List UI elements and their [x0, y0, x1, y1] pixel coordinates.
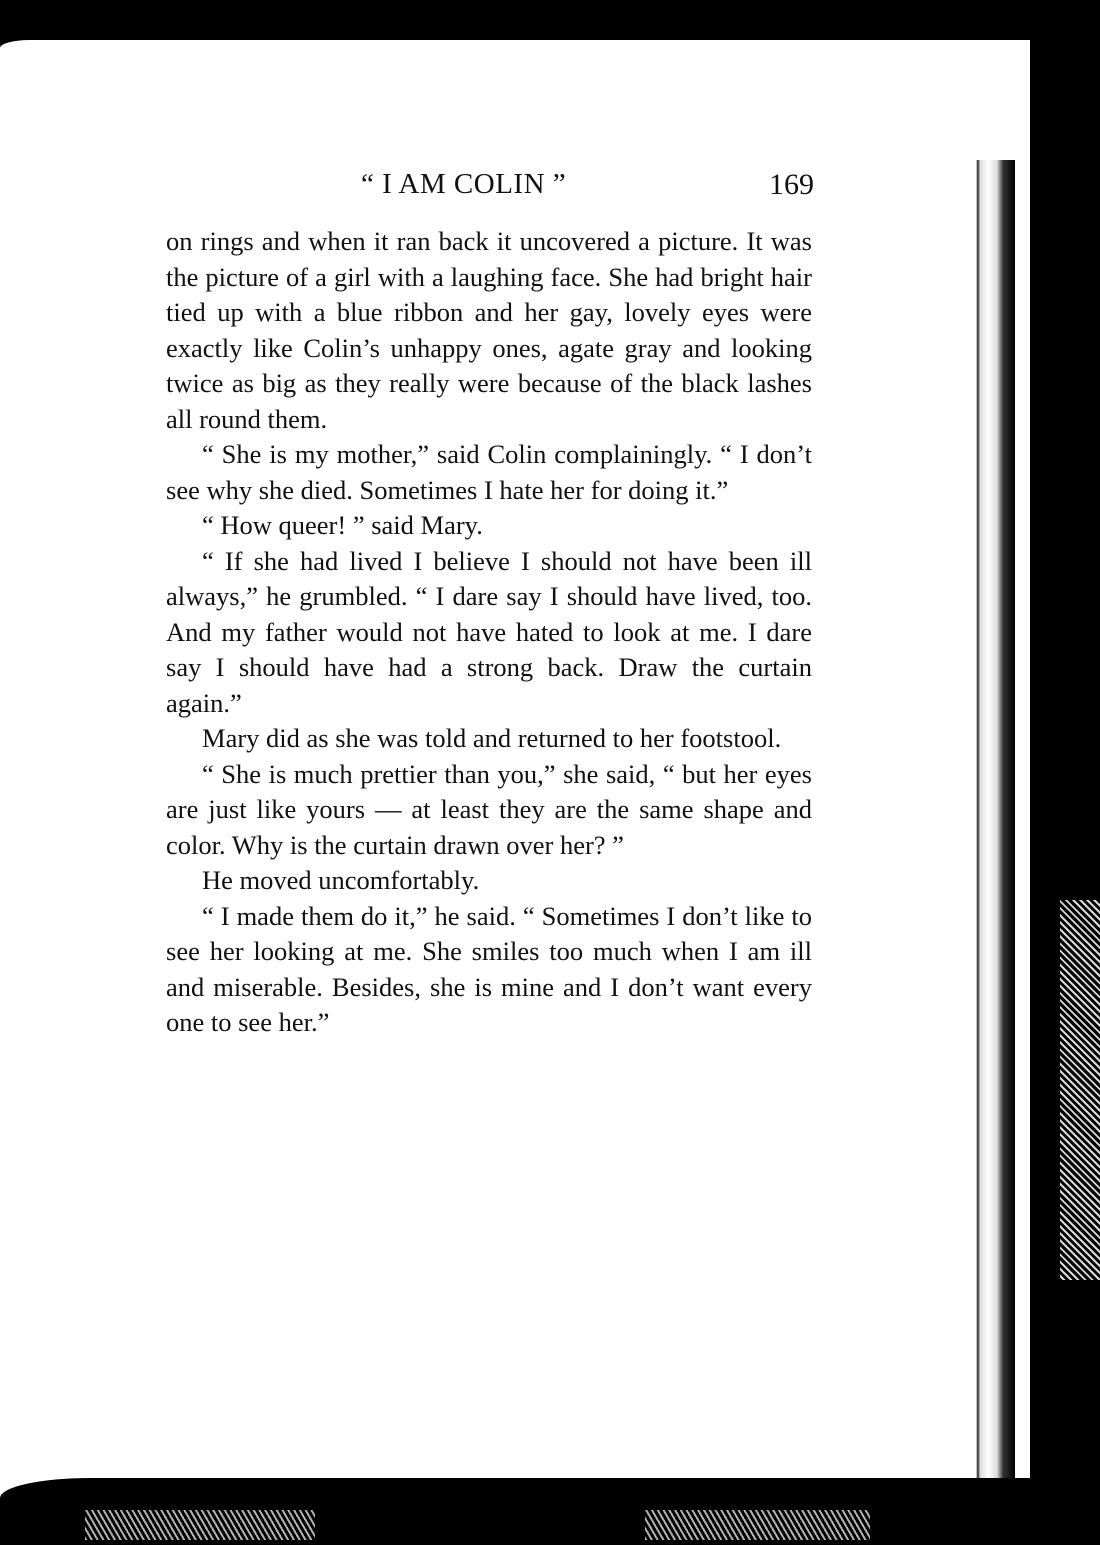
scan-noise-bottom-right — [645, 1510, 870, 1540]
page-gutter-shadow — [955, 160, 1015, 1480]
paragraph: on rings and when it ran back it uncovered a picture. It was the picture of a girl with a laughing face. She had bright hair tied up with a blue ribbon and her gay, lovely eyes were exactly like Colin’s unhappy ones, agate gray and looking twice as big as they really were because of the black lashes all round them. — [166, 226, 812, 434]
paragraph: “ I made them do it,” he said. “ Sometimes I don’t like to see her looking at me. She smiles too much when I am ill and miserable. Besides, she is mine and I don’t want every one to see her.” — [166, 900, 812, 1037]
paragraph: “ She is much prettier than you,” she said, “ but her eyes are just like yours — at least they are the same shape and color. Why is the curtain drawn over her? ” — [166, 758, 812, 860]
paragraph: “ How queer! ” said Mary. — [202, 510, 483, 540]
paragraph: “ If she had lived I believe I should not have been ill always,” he grumbled. “ I dare say I should have lived, too. And my father would not have hated to look at me. I dare say I should have had a strong back. Draw the curtain again.” — [166, 545, 812, 718]
paragraph: Mary did as she was told and returned to her footstool. — [202, 723, 782, 753]
page-header — [166, 168, 814, 212]
paragraph: He moved uncomfortably. — [202, 865, 480, 895]
scan-noise-right — [1060, 900, 1100, 1280]
scan-border-right — [1030, 0, 1100, 1545]
paragraph: “ She is my mother,” said Colin complainingly. “ I don’t see why she died. Sometimes I hate her for doing it.” — [166, 439, 812, 505]
scan-noise-bottom-left — [85, 1510, 315, 1540]
page-number: 169 — [769, 168, 814, 201]
body-text — [166, 224, 812, 1041]
running-head: “ I AM COLIN ” — [361, 168, 567, 200]
page-edge-top — [0, 40, 1030, 70]
